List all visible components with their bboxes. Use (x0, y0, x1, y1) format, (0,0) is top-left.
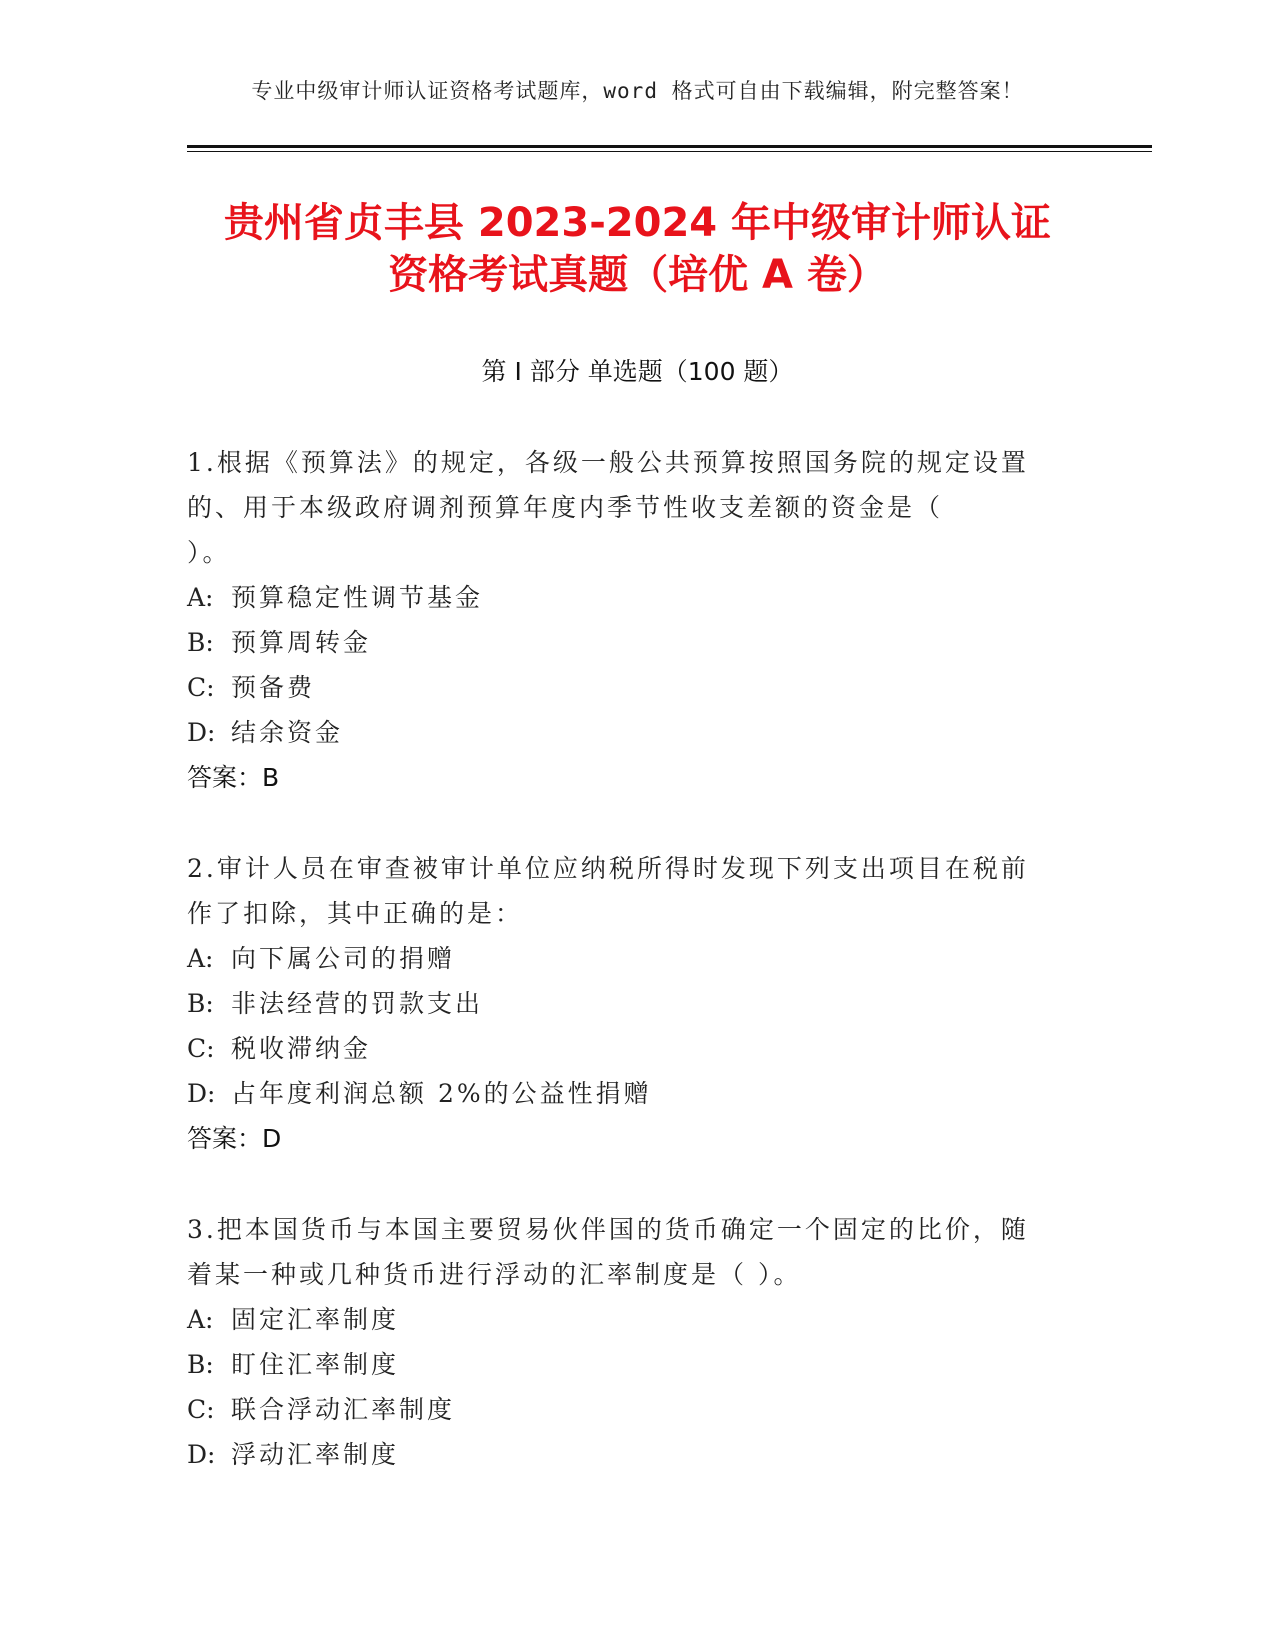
header-divider-thin (187, 151, 1152, 152)
option-key: C: (187, 1395, 215, 1424)
option-text: 预备费 (231, 673, 316, 702)
option-key: C: (187, 1034, 215, 1063)
option-key: D: (187, 1079, 216, 1108)
option-key: C: (187, 673, 215, 702)
document-title (150, 197, 1125, 301)
section-heading: 第 I 部分 单选题（100 题） (481, 357, 794, 386)
header-note: 专业中级审计师认证资格考试题库，word 格式可自由下载编辑，附完整答案！ (251, 79, 1024, 103)
option-a (187, 1297, 1067, 1342)
option-d (187, 1071, 1067, 1116)
option-text: 浮动汇率制度 (231, 1440, 400, 1469)
question-stem-line: ）。 (187, 538, 231, 567)
option-text: 联合浮动汇率制度 (231, 1395, 456, 1424)
option-text: 预算稳定性调节基金 (231, 583, 484, 612)
question-stem-line: 1.根据《预算法》的规定，各级一般公共预算按照国务院的规定设置 (187, 448, 1029, 477)
option-text: 占年度利润总额 2%的公益性捐赠 (231, 1079, 652, 1108)
option-text: 非法经营的罚款支出 (231, 989, 484, 1018)
option-key: D: (187, 1440, 216, 1469)
question-stem-line: 3.把本国货币与本国主要贸易伙伴国的货币确定一个固定的比价，随 (187, 1215, 1029, 1244)
option-key: A: (187, 944, 214, 973)
question-stem-line: 2.审计人员在审查被审计单位应纳税所得时发现下列支出项目在税前 (187, 854, 1029, 883)
option-c (187, 665, 1067, 710)
question-stem-line: 的、用于本级政府调剂预算年度内季节性收支差额的资金是（ (187, 493, 944, 522)
option-c (187, 1026, 1067, 1071)
question-stem-line: 着某一种或几种货币进行浮动的汇率制度是（ ）。 (187, 1260, 802, 1289)
option-key: A: (187, 583, 214, 612)
option-text: 盯住汇率制度 (231, 1350, 400, 1379)
question-stem-line: 作了扣除，其中正确的是： (187, 899, 524, 928)
option-text: 向下属公司的捐赠 (231, 944, 456, 973)
option-text: 固定汇率制度 (231, 1305, 400, 1334)
question-2 (187, 846, 1067, 1161)
option-text: 结余资金 (231, 718, 344, 747)
option-d (187, 710, 1067, 755)
option-key: B: (187, 1350, 214, 1379)
option-b (187, 620, 1067, 665)
answer-line: 答案：B (187, 763, 280, 792)
title-line-1: 贵州省贞丰县 2023-2024 年中级审计师认证 (223, 200, 1052, 246)
option-a (187, 575, 1067, 620)
option-text: 预算周转金 (231, 628, 372, 657)
option-b (187, 981, 1067, 1026)
header-divider-thick (187, 145, 1152, 148)
title-line-2: 资格考试真题（培优 A 卷） (388, 252, 887, 298)
question-3 (187, 1207, 1067, 1477)
question-1 (187, 440, 1067, 800)
option-key: A: (187, 1305, 214, 1334)
option-a (187, 936, 1067, 981)
answer-line: 答案：D (187, 1124, 282, 1153)
option-c (187, 1387, 1067, 1432)
option-key: D: (187, 718, 216, 747)
option-d (187, 1432, 1067, 1477)
option-key: B: (187, 989, 214, 1018)
question-list (187, 440, 1067, 1523)
option-b (187, 1342, 1067, 1387)
option-key: B: (187, 628, 214, 657)
option-text: 税收滞纳金 (231, 1034, 372, 1063)
